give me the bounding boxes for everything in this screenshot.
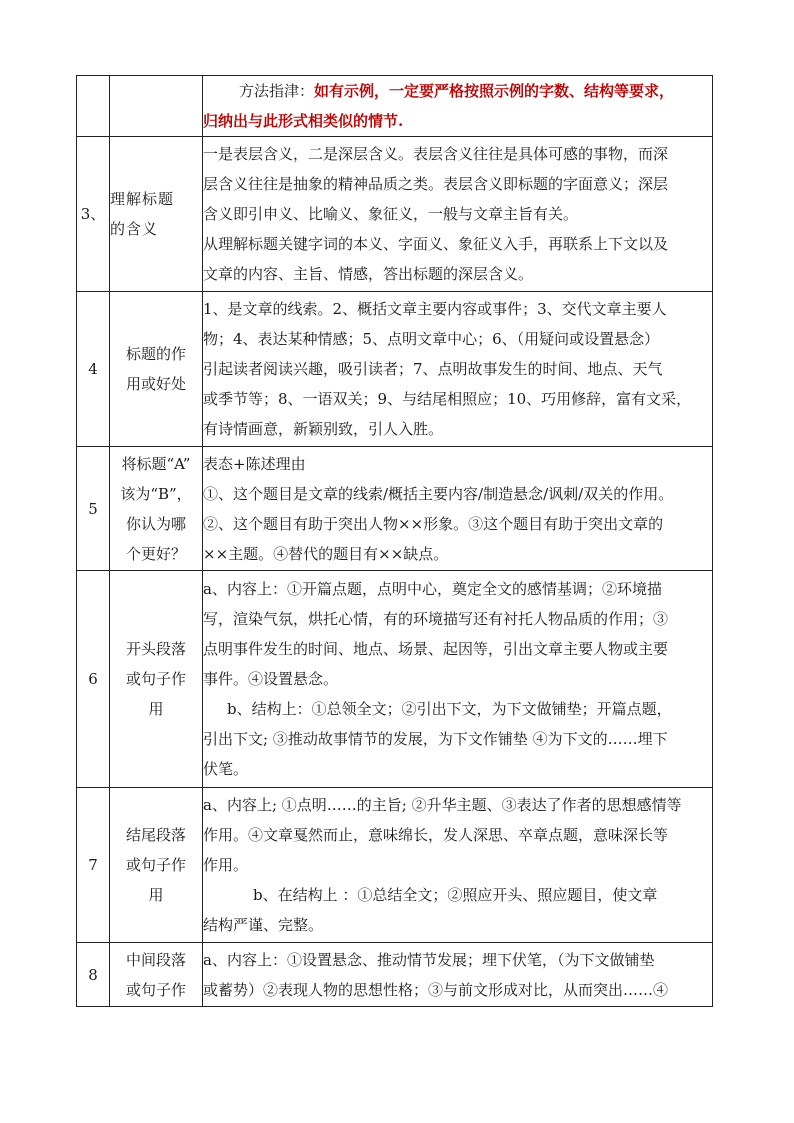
row-title: 理解标题 的含义 — [110, 137, 203, 292]
table-row — [77, 447, 713, 571]
row-title: 中间段落 或句子作 — [110, 943, 203, 1007]
row-title: 结尾段落 或句子作 用 — [110, 788, 203, 943]
table-row — [77, 292, 713, 447]
row-content: 表态+陈述理由 ①、这个题目是文章的线索/概括主要内容/制造悬念/讽刺/双关的作用。 ②、这个题目有助于突出人物××形象。③这个题目有助于突出文章的 ××主题。④替代的题目有××缺点。 — [203, 447, 713, 571]
method-highlight: 归纳出与此形式相类似的情节. — [203, 112, 404, 130]
row-number: 5 — [77, 447, 110, 571]
row-number — [77, 76, 110, 137]
table-row — [77, 788, 713, 943]
row-title: 标题的作 用或好处 — [110, 292, 203, 447]
row-title: 开头段落 或句子作 用 — [110, 571, 203, 788]
row-number: 4 — [77, 292, 110, 447]
table-row — [77, 137, 713, 292]
row-content: a、内容上：①设置悬念、推动情节发展；埋下伏笔，（为下文做铺垫 或蓄势）②表现人物的思想性格；③与前文形成对比，从而突出……④ — [203, 943, 713, 1007]
row-title: 将标题“A” 该为“B”， 你认为哪 个更好？ — [110, 447, 203, 571]
row-content: 一是表层含义，二是深层含义。表层含义往往是具体可感的事物，而深 层含义往往是抽象的精神品质之类。表层含义即标题的字面意义；深层 含义即引申义、比喻义、象征义，一般与文章主旨有关。 从理解标题关键字词的本义、字面义、象征义入手，再联系上下文以及 文章的内容、主旨、情感，答出标题的深层含义。 — [203, 137, 713, 292]
method-table — [76, 75, 713, 1007]
row-title — [110, 76, 203, 137]
row-content: a、内容上：①开篇点题，点明中心，奠定全文的感情基调；②环境描 写，渲染气氛，烘托心情，有的环境描写还有衬托人物品质的作用；③ 点明事件发生的时间、地点、场景、起因等，引出文章主要人物或主要 事件。④设置悬念。 b、结构上：①总领全文；②引出下文，为下文做铺垫；开篇点题， 引出下文; ③推动故事情节的发展，为下文作铺垫 ④为下文的……埋下 伏笔。 — [203, 571, 713, 788]
row-number: 7 — [77, 788, 110, 943]
method-highlight: 如有示例，一定要严格按照示例的字数、结构等要求， — [314, 82, 675, 100]
table-row — [77, 943, 713, 1007]
table-row — [77, 76, 713, 137]
method-label: 方法指津： — [239, 82, 315, 100]
row-number: 3、 — [77, 137, 110, 292]
row-number: 8 — [77, 943, 110, 1007]
row-number: 6 — [77, 571, 110, 788]
row-content — [203, 76, 713, 137]
row-content: 1、是文章的线索。2、概括文章主要内容或事件；3、交代文章主要人 物；4、表达某种情感；5、点明文章中心；6、（用疑问或设置悬念） 引起读者阅读兴趣，吸引读者；7、点明故事发生的时间、地点、天气 或季节等；8、一语双关；9、与结尾相照应；10、巧用修辞，富有文采， 有诗情画意，新颖别致，引人入胜。 — [203, 292, 713, 447]
table-row — [77, 571, 713, 788]
row-content: a、内容上; ①点明……的主旨; ②升华主题、③表达了作者的思想感情等 作用。④文章戛然而止，意味绵长，发人深思、卒章点题，意味深长等 作用。 b、在结构上 ：①总结全文；②照应开头、照应题目，使文章 结构严谨、完整。 — [203, 788, 713, 943]
